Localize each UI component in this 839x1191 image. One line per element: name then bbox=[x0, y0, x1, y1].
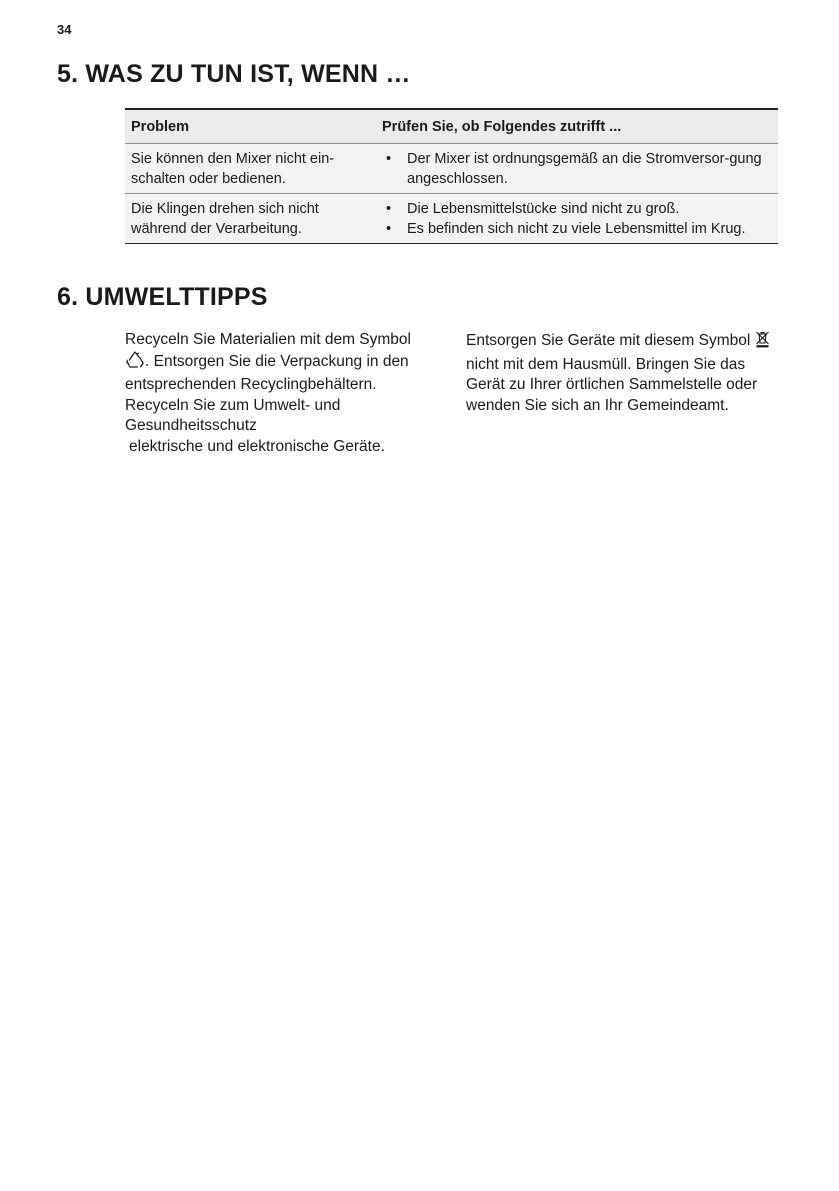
troubleshooting-table bbox=[125, 108, 778, 244]
problem-cell: Die Klingen drehen sich nicht während der Verarbeitung. bbox=[125, 194, 376, 244]
problem-text: Sie können den Mixer nicht ein-schalten oder bedienen. bbox=[131, 151, 335, 187]
section-title-environment: 6. UMWELTTIPPS bbox=[57, 283, 268, 311]
crossed-out-wheelie-bin-icon bbox=[755, 330, 770, 355]
page-number: 34 bbox=[57, 22, 72, 37]
problem-cell bbox=[125, 144, 376, 194]
recycling-last-line: elektrische und elektronische Geräte. bbox=[129, 437, 385, 455]
check-item: • Der Mixer ist ordnungsgemäß an die Stromversor-gung angeschlossen. bbox=[382, 149, 772, 189]
disposal-text-end: nicht mit dem Hausmüll. Bringen Sie das Gerät zu Ihrer örtlichen Sammelstelle oder wenden Sie sich an Ihr Gemeindeamt. bbox=[466, 355, 758, 414]
recycling-text-end: . Entsorgen Sie die Verpackung in den entsprechenden Recyclingbehältern. Recyceln Sie zum Umwelt- und Gesundheitsschutz bbox=[125, 352, 409, 434]
check-item: • Die Lebensmittelstücke sind nicht zu groß. bbox=[382, 199, 772, 219]
table-row bbox=[125, 144, 778, 194]
disposal-paragraph bbox=[466, 330, 786, 416]
column-header-problem: Problem bbox=[125, 109, 376, 144]
section-title-troubleshooting: 5. WAS ZU TUN IST, WENN … bbox=[57, 60, 411, 88]
check-cell bbox=[376, 144, 778, 194]
environment-text-right bbox=[466, 330, 786, 416]
recycling-text-start: Recyceln Sie Materialien mit dem Symbol bbox=[125, 331, 411, 348]
environment-text-left bbox=[125, 330, 425, 457]
table-row bbox=[125, 194, 778, 244]
recycling-symbol-icon bbox=[125, 351, 145, 376]
check-list bbox=[382, 199, 772, 239]
table-header-row bbox=[125, 109, 778, 144]
recycling-paragraph bbox=[125, 330, 425, 437]
column-header-check: Prüfen Sie, ob Folgendes zutrifft ... bbox=[376, 109, 778, 144]
check-list bbox=[382, 149, 772, 189]
check-item: • Es befinden sich nicht zu viele Lebensmittel im Krug. bbox=[382, 219, 772, 239]
disposal-text-start: Entsorgen Sie Geräte mit diesem Symbol bbox=[466, 332, 755, 349]
check-cell bbox=[376, 194, 778, 244]
